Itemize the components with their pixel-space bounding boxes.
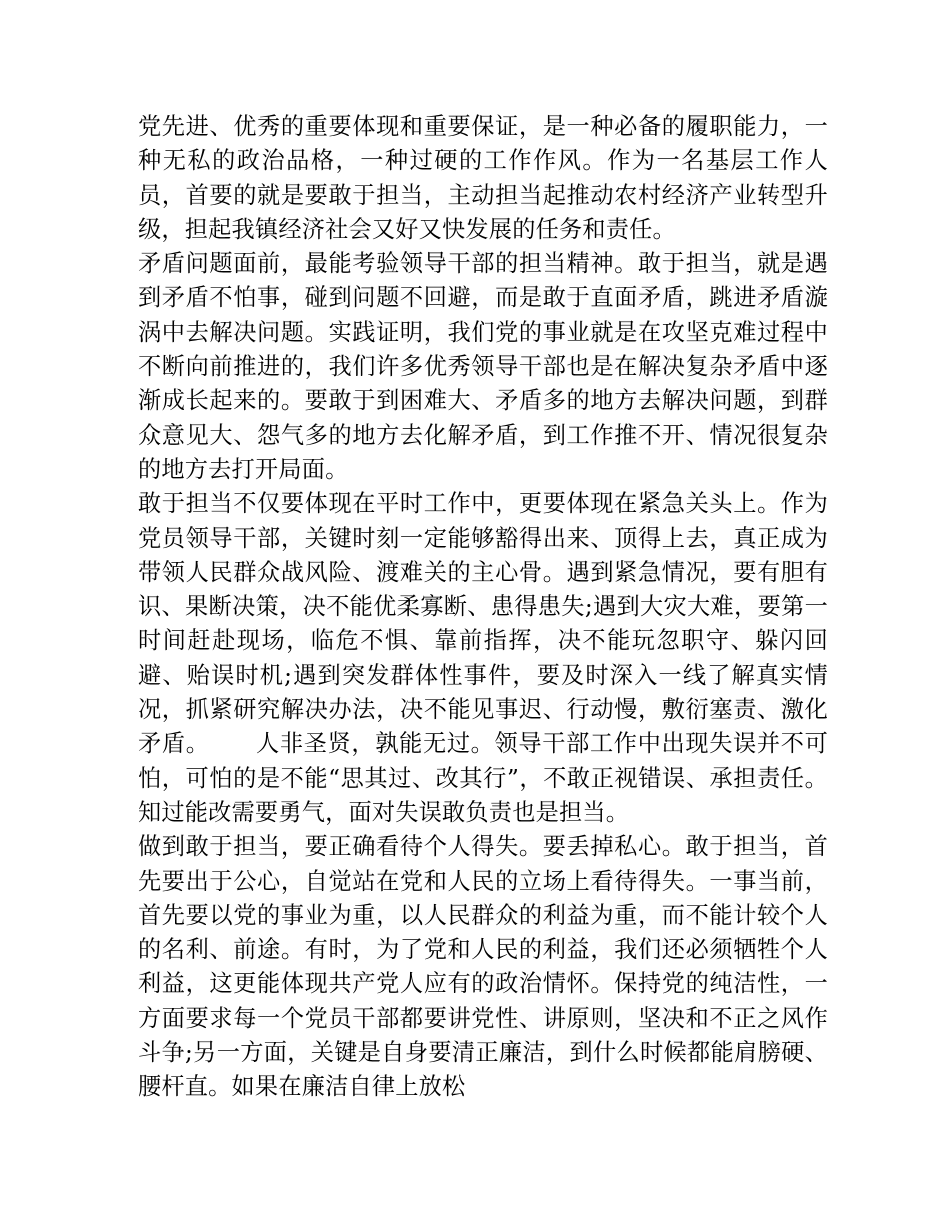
paragraph-5: 做到敢于担当，要正确看待个人得失。要丢掉私心。敢于担当，首先要出于公心，自觉站在党和人民的立场上看待得失。一事当前，首先要以党的事业为重，以人民群众的利益为重，而不能计较个人的名利、前途。有时，为了党和人民的利益，我们还必须牺牲个人利益，这更能体现共产党人应有的政治情怀。保持党的纯洁性，一方面要求每一个党员干部都要讲党性、讲原则，坚决和不正之风作斗争;另一方面，关键是自身要清正廉洁，到什么时候都能肩膀硬、腰杆直。如果在廉洁自律上放松 <box>138 833 828 1101</box>
paragraph-4-text: 人非圣贤，孰能无过。领导干部工作中出现失误并不可怕，可怕的是不能“思其过、改其行”，不敢正视错误、承担责任。知过能改需要勇气，面对失误敢负责也是担当。 <box>138 730 828 826</box>
paragraph-1: 党先进、优秀的重要体现和重要保证，是一种必备的履职能力，一种无私的政治品格，一种过硬的工作作风。作为一名基层工作人员，首要的就是要敢于担当，主动担当起推动农村经济产业转型升级，担起我镇经济社会又好又快发展的任务和责任。 <box>138 113 828 243</box>
paragraph-3-text: 敢于担当不仅要体现在平时工作中，更要体现在紧急关头上。作为党员领导干部，关键时刻一定能够豁得出来、顶得上去，真正成为带领人民群众战风险、渡难关的主心骨。遇到紧急情况，要有胆有识、果断决策，决不能优柔寡断、患得患失;遇到大灾大难，要第一时间赶赴现场，临危不惧、靠前指挥，决不能玩忽职守、躲闪回避、贻误时机;遇到突发群体性事件，要及时深入一线了解真实情况，抓紧研究解决办法，决不能见事迟、行动慢，敷衍塞责、激化矛盾。 <box>138 490 828 758</box>
paragraph-3 <box>138 487 828 830</box>
paragraph-2: 矛盾问题面前，最能考验领导干部的担当精神。敢于担当，就是遇到矛盾不怕事，碰到问题不回避，而是敢于直面矛盾，跳进矛盾漩涡中去解决问题。实践证明，我们党的事业就是在攻坚克难过程中不断向前推进的，我们许多优秀领导干部也是在解决复杂矛盾中逐渐成长起来的。要敢于到困难大、矛盾多的地方去解决问题，到群众意见大、怨气多的地方去化解矛盾，到工作推不开、情况很复杂的地方去打开局面。 <box>138 250 828 483</box>
document-body <box>138 110 828 1105</box>
